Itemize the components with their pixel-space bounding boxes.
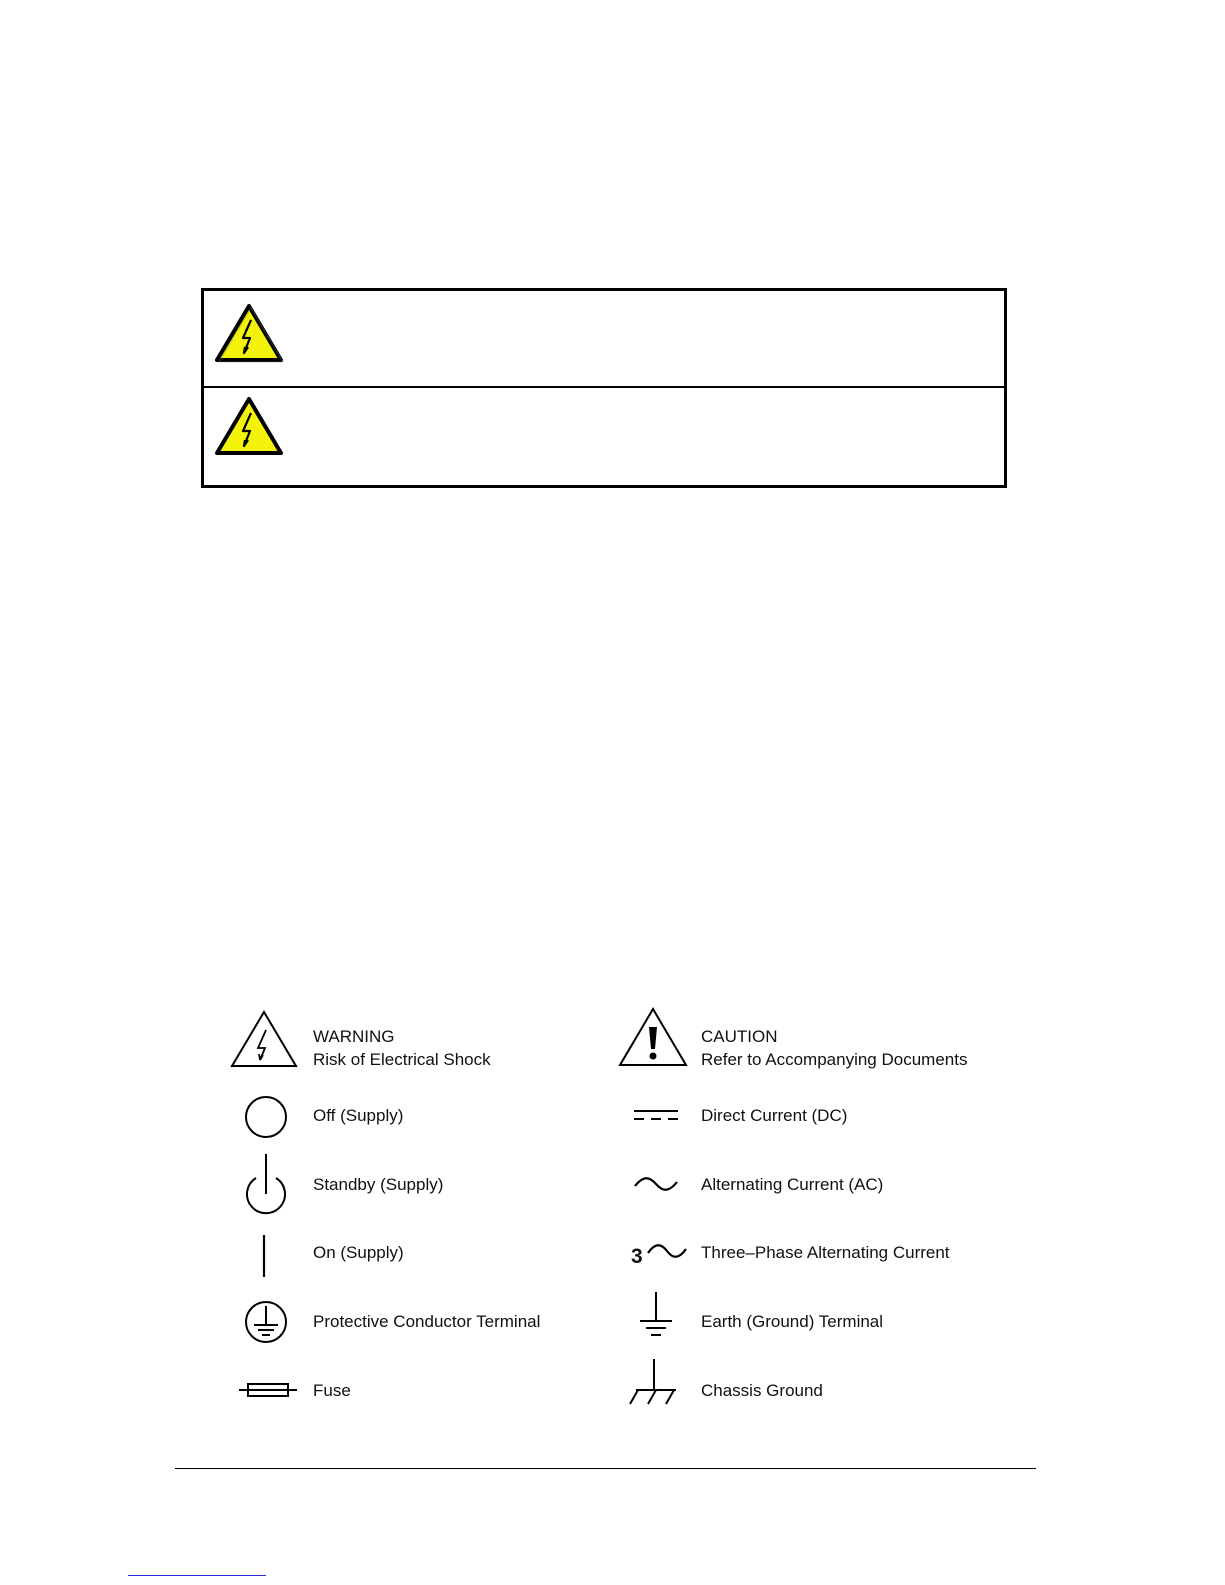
direct-current-icon	[633, 1107, 679, 1123]
protective-conductor-icon	[243, 1299, 289, 1345]
caution-subtitle: Refer to Accompanying Documents	[701, 1050, 968, 1069]
earth-ground-icon	[637, 1291, 675, 1341]
standby-supply-label: Standby (Supply)	[313, 1175, 444, 1194]
chassis-ground-icon	[628, 1358, 680, 1406]
standby-supply-icon	[243, 1152, 289, 1218]
direct-current-label: Direct Current (DC)	[701, 1106, 848, 1125]
three-phase-label: Three–Phase Alternating Current	[701, 1243, 950, 1262]
earth-ground-label: Earth (Ground) Terminal	[701, 1312, 884, 1331]
protective-conductor-label: Protective Conductor Terminal	[313, 1312, 541, 1331]
off-supply-icon	[243, 1094, 289, 1140]
warning-subtitle: Risk of Electrical Shock	[313, 1050, 491, 1069]
footer-divider	[175, 1468, 1036, 1469]
caution-title: CAUTION	[701, 1027, 778, 1046]
warning-shock-icon	[230, 1010, 298, 1068]
on-supply-icon	[258, 1234, 270, 1278]
caution-icon	[618, 1007, 688, 1067]
alternating-current-label: Alternating Current (AC)	[701, 1175, 884, 1194]
fuse-label: Fuse	[313, 1381, 351, 1400]
footer-link-underline[interactable]	[128, 1575, 266, 1576]
off-supply-label: Off (Supply)	[313, 1106, 404, 1125]
three-phase-number: 3	[631, 1245, 643, 1268]
on-supply-label: On (Supply)	[313, 1243, 404, 1262]
three-phase-icon	[646, 1243, 688, 1259]
fuse-icon	[238, 1380, 298, 1400]
warning-title: WARNING	[313, 1027, 395, 1046]
alternating-current-icon	[633, 1176, 679, 1192]
chassis-ground-label: Chassis Ground	[701, 1381, 823, 1400]
